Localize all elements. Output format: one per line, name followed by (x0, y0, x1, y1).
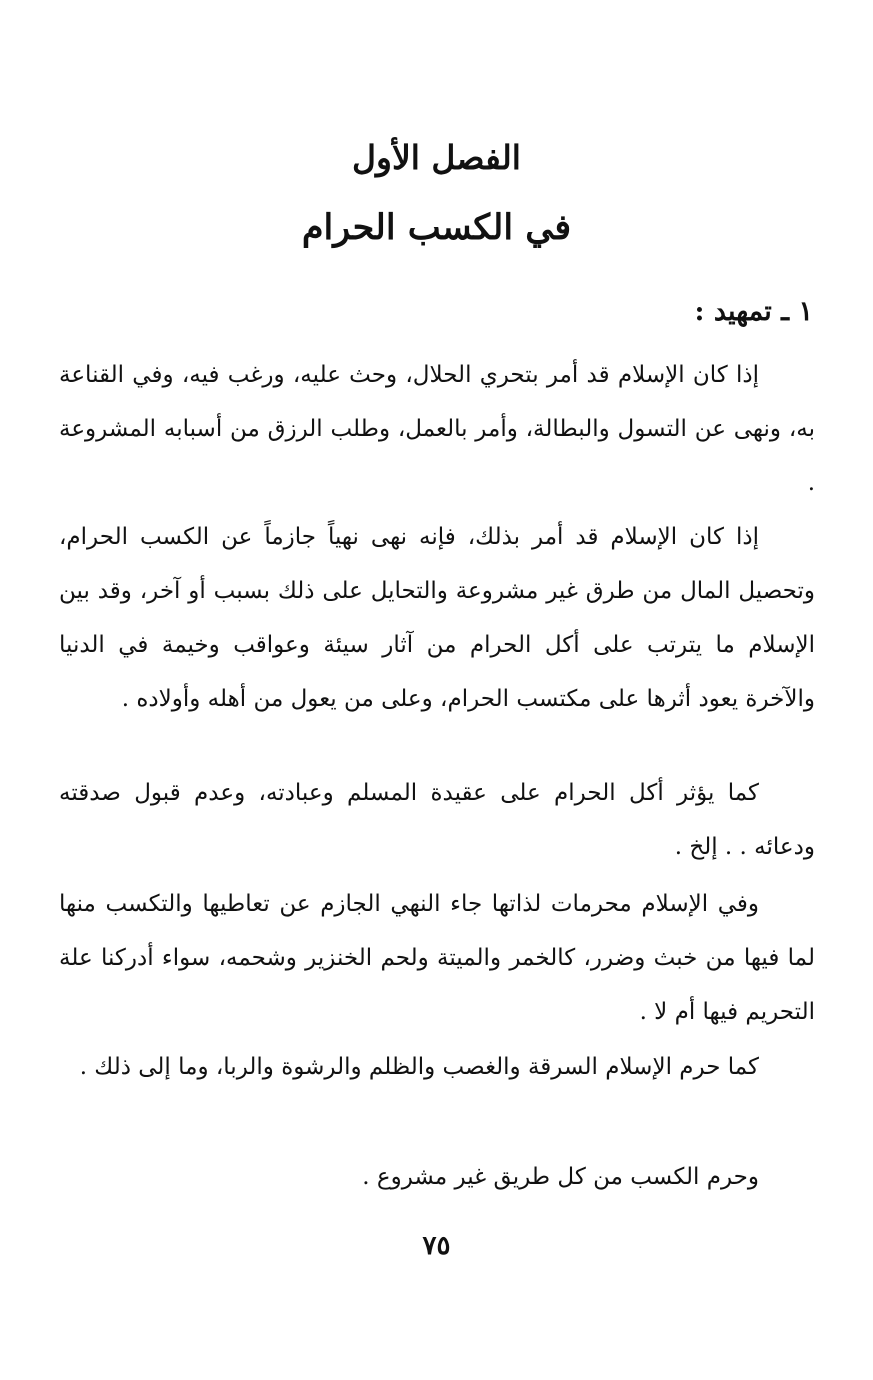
page-number: ٧٥ (422, 1231, 451, 1261)
paragraph: كما حرم الإسلام السرقة والغصب والظلم والرشوة والربا، وما إلى ذلك . (79, 1054, 759, 1080)
chapter-title: الفصل الأول (352, 138, 521, 177)
paragraph: إذا كان الإسلام قد أمر بذلك، فإنه نهى نهياً جازماً عن الكسب الحرام، وتحصيل المال من طرق غير مشروعة والتحايل على ذلك بسبب أو آخر، وقد بين الإسلام ما يترتب على أكل الحرام من آثار سيئة وعواقب وخيمة في الدنيا والآخرة يعود أثرها على مكتسب الحرام، وعلى من يعول من أهله وأولاده . (59, 524, 815, 712)
paragraph: وفي الإسلام محرمات لذاتها جاء النهي الجازم عن تعاطيها والتكسب منها لما فيها من خبث وضرر، كالخمر والميتة ولحم الخنزير وشحمه، سواء أدركنا علة التحريم فيها أم لا . (59, 891, 815, 1025)
chapter-subtitle: في الكسب الحرام (301, 207, 572, 248)
paragraph: كما يؤثر أكل الحرام على عقيدة المسلم وعبادته، وعدم قبول صدقته ودعائه . . إلخ . (59, 780, 815, 860)
section-heading: ١ ـ تمهيد : (694, 296, 813, 327)
paragraph: إذا كان الإسلام قد أمر بتحري الحلال، وحث عليه، ورغب فيه، وفي القناعة به، ونهى عن التسول والبطالة، وأمر بالعمل، وطلب الرزق من أسبابه المشروعة . (59, 362, 815, 496)
paragraph: وحرم الكسب من كل طريق غير مشروع . (362, 1164, 759, 1190)
